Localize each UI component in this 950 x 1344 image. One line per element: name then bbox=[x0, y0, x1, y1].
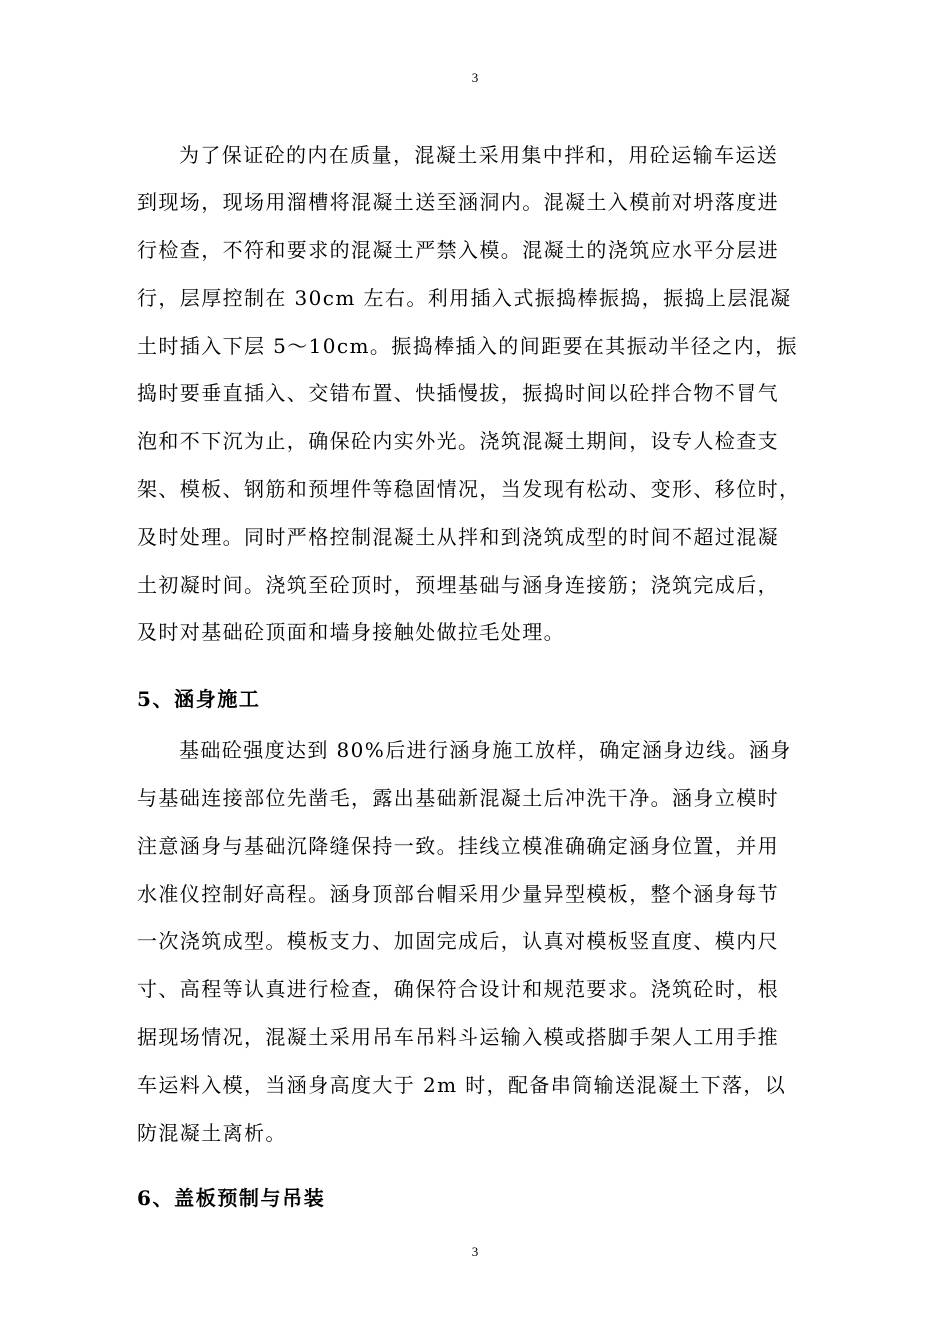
paragraph-line: 注意涵身与基础沉降缝保持一致。挂线立模准确确定涵身位置，并用 bbox=[137, 834, 779, 858]
paragraph-line: 为了保证砼的内在质量，混凝土采用集中拌和，用砼运输车运送 bbox=[179, 143, 779, 167]
paragraph-line: 土时插入下层 5～10cm。振捣棒插入的间距要在其振动半径之内，振 bbox=[137, 334, 798, 358]
paragraph-line: 据现场情况，混凝土采用吊车吊料斗运输入模或搭脚手架人工用手推 bbox=[137, 1025, 779, 1049]
paragraph-line: 土初凝时间。浇筑至砼顶时，预埋基础与涵身连接筋；浇筑完成后， bbox=[137, 573, 779, 597]
paragraph-line: 捣时要垂直插入、交错布置、快插慢拔，振捣时间以砼拌合物不冒气 bbox=[137, 381, 779, 405]
paragraph-line: 一次浇筑成型。模板支力、加固完成后，认真对模板竖直度、模内尺 bbox=[137, 929, 779, 953]
paragraph-line: 基础砼强度达到 80%后进行涵身施工放样，确定涵身边线。涵身 bbox=[179, 738, 792, 762]
paragraph-line: 行检查，不符和要求的混凝土严禁入模。混凝土的浇筑应水平分层进 bbox=[137, 238, 779, 262]
page-number-bottom: 3 bbox=[471, 1244, 479, 1259]
section-heading-5: 5、涵身施工 bbox=[137, 687, 261, 711]
paragraph-line: 防混凝土离析。 bbox=[137, 1121, 287, 1145]
paragraph-line: 行，层厚控制在 30cm 左右。利用插入式振捣棒振捣，振捣上层混凝 bbox=[137, 286, 792, 310]
paragraph-line: 架、模板、钢筋和预埋件等稳固情况，当发现有松动、变形、移位时， bbox=[137, 477, 801, 501]
paragraph-line: 车运料入模，当涵身高度大于 2m 时，配备串筒输送混凝土下落，以 bbox=[137, 1073, 787, 1097]
paragraph-line: 与基础连接部位先凿毛，露出基础新混凝土后冲洗干净。涵身立模时 bbox=[137, 786, 779, 810]
section-heading-6: 6、盖板预制与吊装 bbox=[137, 1186, 326, 1210]
paragraph-line: 到现场，现场用溜槽将混凝土送至涵洞内。混凝土入模前对坍落度进 bbox=[137, 190, 779, 214]
paragraph-line: 泡和不下沉为止，确保砼内实外光。浇筑混凝土期间，设专人检查支 bbox=[137, 429, 779, 453]
paragraph-line: 及时对基础砼顶面和墙身接触处做拉毛处理。 bbox=[137, 620, 565, 644]
paragraph-line: 水准仪控制好高程。涵身顶部台帽采用少量异型模板，整个涵身每节 bbox=[137, 882, 779, 906]
paragraph-line: 寸、高程等认真进行检查，确保符合设计和规范要求。浇筑砼时，根 bbox=[137, 977, 779, 1001]
page-number-top: 3 bbox=[471, 70, 479, 85]
paragraph-line: 及时处理。同时严格控制混凝土从拌和到浇筑成型的时间不超过混凝 bbox=[137, 525, 779, 549]
